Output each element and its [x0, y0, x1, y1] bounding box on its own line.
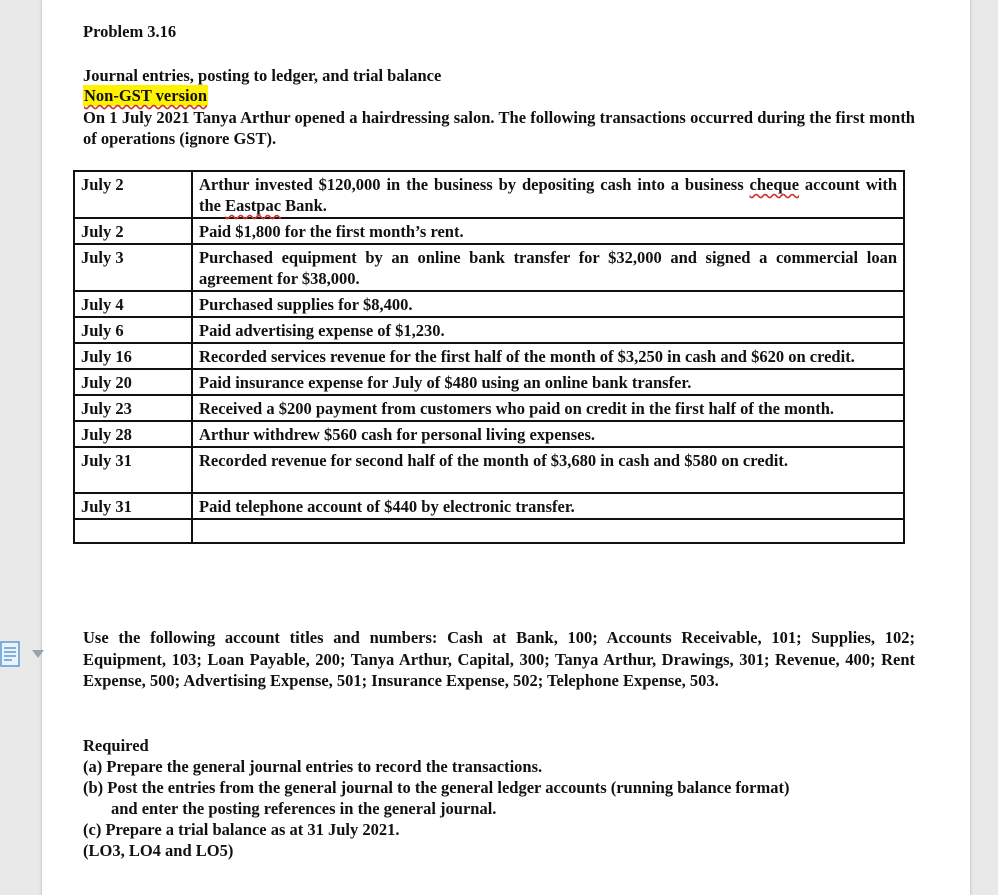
transaction-description: Paid telephone account of $440 by electronic transfer. [192, 493, 904, 519]
transaction-date: July 31 [74, 493, 192, 519]
required-item-a: (a) Prepare the general journal entries to record the transactions. [83, 757, 543, 776]
table-row [74, 291, 904, 317]
table-row [74, 447, 904, 493]
transaction-date: July 3 [74, 244, 192, 291]
transaction-description: Purchased supplies for $8,400. [192, 291, 904, 317]
table-row [74, 218, 904, 244]
transaction-date: July 2 [74, 171, 192, 218]
transactions-table [73, 170, 905, 544]
transaction-description: Paid insurance expense for July of $480 using an online bank transfer. [192, 369, 904, 395]
problem-heading: Journal entries, posting to ledger, and trial balance [83, 66, 442, 85]
transaction-date: July 2 [74, 218, 192, 244]
transaction-description: Paid $1,800 for the first month’s rent. [192, 218, 904, 244]
required-section [83, 735, 915, 861]
transaction-date: July 6 [74, 317, 192, 343]
problem-title: Problem 3.16 [83, 22, 177, 41]
transaction-description: Paid advertising expense of $1,230. [192, 317, 904, 343]
transaction-description [192, 519, 904, 543]
spellcheck-word: Eastpac [225, 196, 282, 215]
required-item-b: (b) Post the entries from the general journal to the general ledger accounts (running balance format) [83, 778, 790, 797]
transaction-description: Recorded services revenue for the first half of the month of $3,250 in cash and $620 on credit. [192, 343, 904, 369]
dropdown-arrow-icon[interactable] [32, 650, 44, 658]
transaction-description: Arthur withdrew $560 cash for personal living expenses. [192, 421, 904, 447]
account-instructions: Use the following account titles and numbers: Cash at Bank, 100; Accounts Receivable, 101; Supplies, 102; Equipment, 103; Loan Payable, 200; Tanya Arthur, Capital, 300; Tanya Arthur, Drawings, 301; Revenue, 400; Rent Expense, 500; Advertising Expense, 501; Insurance Expense, 502; Telephone Expense, 503. [83, 628, 915, 690]
transaction-description: Purchased equipment by an online bank transfer for $32,000 and signed a commercial loan agreement for $38,000. [192, 244, 904, 291]
transaction-description: Recorded revenue for second half of the month of $3,680 in cash and $580 on credit. [192, 447, 904, 493]
table-row [74, 343, 904, 369]
transaction-date [74, 519, 192, 543]
comment-margin-icon[interactable] [0, 640, 24, 670]
transaction-date: July 20 [74, 369, 192, 395]
table-row [74, 395, 904, 421]
required-label: Required [83, 736, 149, 755]
table-row [74, 421, 904, 447]
transaction-date: July 23 [74, 395, 192, 421]
version-label: Non-GST version [84, 86, 208, 105]
required-item-c: (c) Prepare a trial balance as at 31 July 2021. [83, 820, 400, 839]
document-page [42, 0, 970, 895]
table-row [74, 244, 904, 291]
table-row [74, 171, 904, 218]
table-row [74, 369, 904, 395]
transaction-description: Received a $200 payment from customers who paid on credit in the first half of the month. [192, 395, 904, 421]
transaction-description: Arthur invested $120,000 in the business by depositing cash into a business cheque account with the Eastpac Bank. [192, 171, 904, 218]
transaction-date: July 28 [74, 421, 192, 447]
required-item-b-continued: and enter the posting references in the general journal. [111, 799, 497, 818]
learning-objectives: (LO3, LO4 and LO5) [83, 841, 234, 860]
spellcheck-word: cheque [749, 175, 800, 194]
table-row [74, 519, 904, 543]
intro-paragraph: On 1 July 2021 Tanya Arthur opened a hairdressing salon. The following transactions occurred during the first month of operations (ignore GST). [83, 108, 915, 148]
transaction-date: July 4 [74, 291, 192, 317]
transaction-date: July 16 [74, 343, 192, 369]
table-row [74, 493, 904, 519]
transaction-date: July 31 [74, 447, 192, 493]
table-row [74, 317, 904, 343]
